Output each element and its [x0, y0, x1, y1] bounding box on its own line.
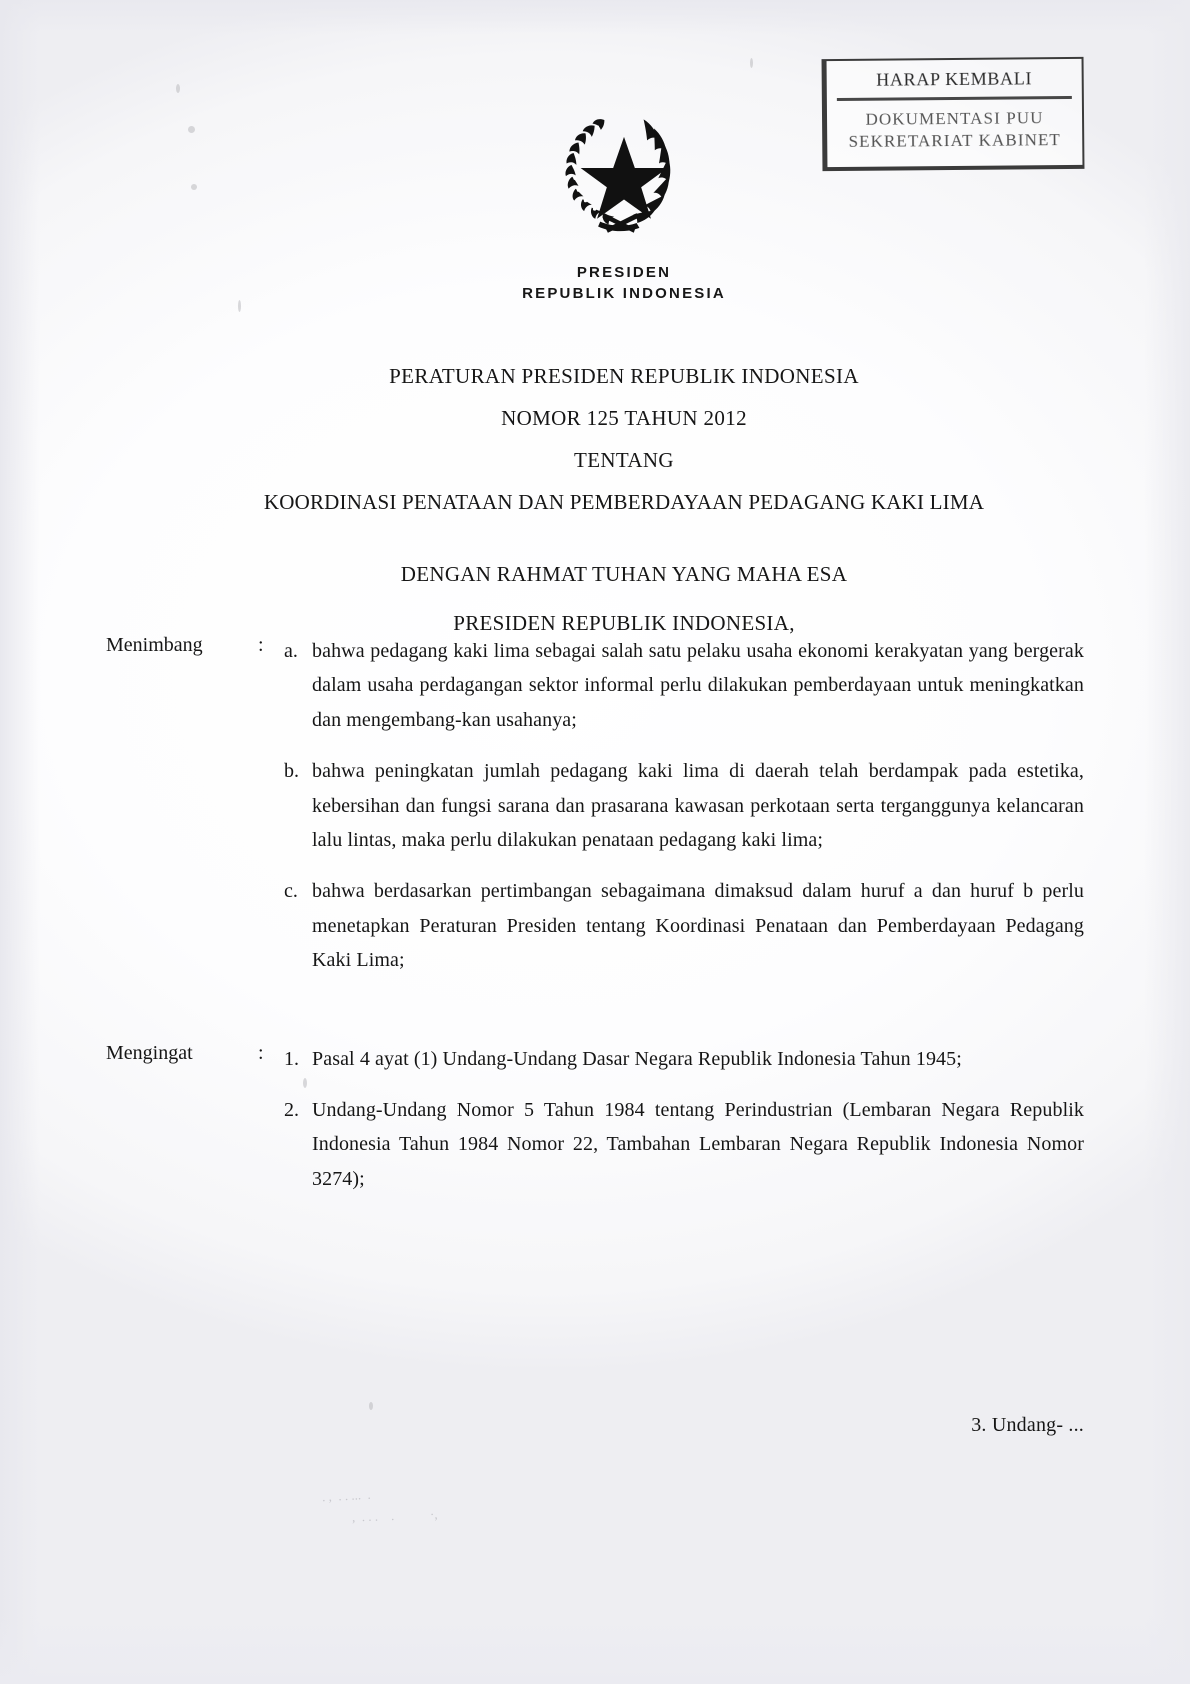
- clause-marker: c.: [284, 880, 298, 903]
- scan-speck: [750, 58, 753, 68]
- stamp-office-line-1: DOKUMENTASI PUU: [865, 108, 1044, 129]
- regulation-subject: KOORDINASI PENATAAN DAN PEMBERDAYAAN PEDAGANG KAKI LIMA: [263, 490, 985, 514]
- menimbang-section: [106, 634, 1084, 995]
- clause-item: [284, 634, 1084, 737]
- blessing-line: DENGAN RAHMAT TUHAN YANG MAHA ESA: [400, 562, 848, 586]
- emblem-container: [0, 104, 1190, 244]
- scan-edge-right: [1144, 0, 1190, 1684]
- scan-edge-left: [0, 0, 40, 1684]
- menimbang-label: Menimbang: [106, 634, 203, 656]
- menimbang-items: [284, 634, 1084, 995]
- continuation-marker: 3. Undang- ...: [971, 1414, 1084, 1436]
- clause-item: [284, 874, 1084, 977]
- body-block: [106, 634, 1084, 1213]
- clause-item: [284, 754, 1084, 857]
- scan-smudge: , . . . . ·,: [351, 1506, 438, 1525]
- scan-speck: [176, 84, 180, 93]
- issuer-line: PRESIDEN REPUBLIK INDONESIA,: [453, 611, 795, 635]
- title-spacer: [58, 534, 1190, 562]
- clause-marker: a.: [284, 640, 298, 662]
- scan-edge-top: [0, 0, 1190, 34]
- letterhead: [58, 262, 1190, 305]
- letterhead-line-presiden: PRESIDEN: [576, 264, 672, 281]
- stamp-title: HARAP KEMBALI: [876, 68, 1033, 90]
- clause-item: [284, 1093, 1084, 1196]
- mengingat-label: Mengingat: [106, 1041, 193, 1064]
- about-label: TENTANG: [574, 448, 674, 472]
- clause-item: [284, 1042, 1084, 1076]
- scan-speck: [369, 1402, 373, 1410]
- clause-text: Pasal 4 ayat (1) Undang-Undang Dasar Negara Republik Indonesia Tahun 1945;: [312, 1047, 962, 1070]
- clause-text: bahwa berdasarkan pertimbangan sebagaimana dimaksud dalam huruf a dan huruf b perlu menetapkan Peraturan Presiden tentang Koordinasi Penataan dan Pemberdayaan Pedagang Kaki Lima;: [312, 880, 1084, 972]
- stamp-divider: [837, 96, 1072, 101]
- mengingat-items: [284, 1042, 1084, 1214]
- regulation-type: PERATURAN PRESIDEN REPUBLIK INDONESIA: [389, 364, 859, 388]
- clause-marker: b.: [284, 760, 299, 783]
- title-block: [58, 366, 1190, 660]
- scan-smudge: . , . . ... .: [321, 1486, 372, 1505]
- section-gap: [106, 995, 1084, 1042]
- stamp-office-line-2: SEKRETARIAT KABINET: [848, 129, 1061, 151]
- presidential-seal-icon: [554, 104, 694, 244]
- menimbang-colon: :: [258, 634, 264, 656]
- mengingat-section: [106, 1042, 1084, 1214]
- clause-marker: 1.: [284, 1047, 299, 1070]
- letterhead-line-republik-indonesia: REPUBLIK INDONESIA: [522, 285, 726, 303]
- clause-text: bahwa peningkatan jumlah pedagang kaki lima di daerah telah berdampak pada estetika, kebersihan dan fungsi sarana dan prasarana kawasan perkotaan serta terganggunya kelancaran lalu lintas, maka perlu dilakukan penataan pedagang kaki lima;: [312, 760, 1084, 851]
- clause-text: Undang-Undang Nomor 5 Tahun 1984 tentang Perindustrian (Lembaran Negara Republik Indonesia Tahun 1984 Nomor 22, Tambahan Lembaran Negara Republik Indonesia Nomor 3274);: [312, 1098, 1084, 1190]
- mengingat-colon: :: [258, 1041, 264, 1064]
- clause-marker: 2.: [284, 1098, 299, 1121]
- scan-edge-bottom: [0, 1614, 1190, 1684]
- clause-text: bahwa pedagang kaki lima sebagai salah satu pelaku usaha ekonomi kerakyatan yang bergerak dalam usaha perdagangan sektor informal perlu dilakukan pemberdayaan untuk meningkatkan dan mengembang-kan usahanya;: [312, 640, 1084, 731]
- regulation-number: NOMOR 125 TAHUN 2012: [501, 406, 747, 430]
